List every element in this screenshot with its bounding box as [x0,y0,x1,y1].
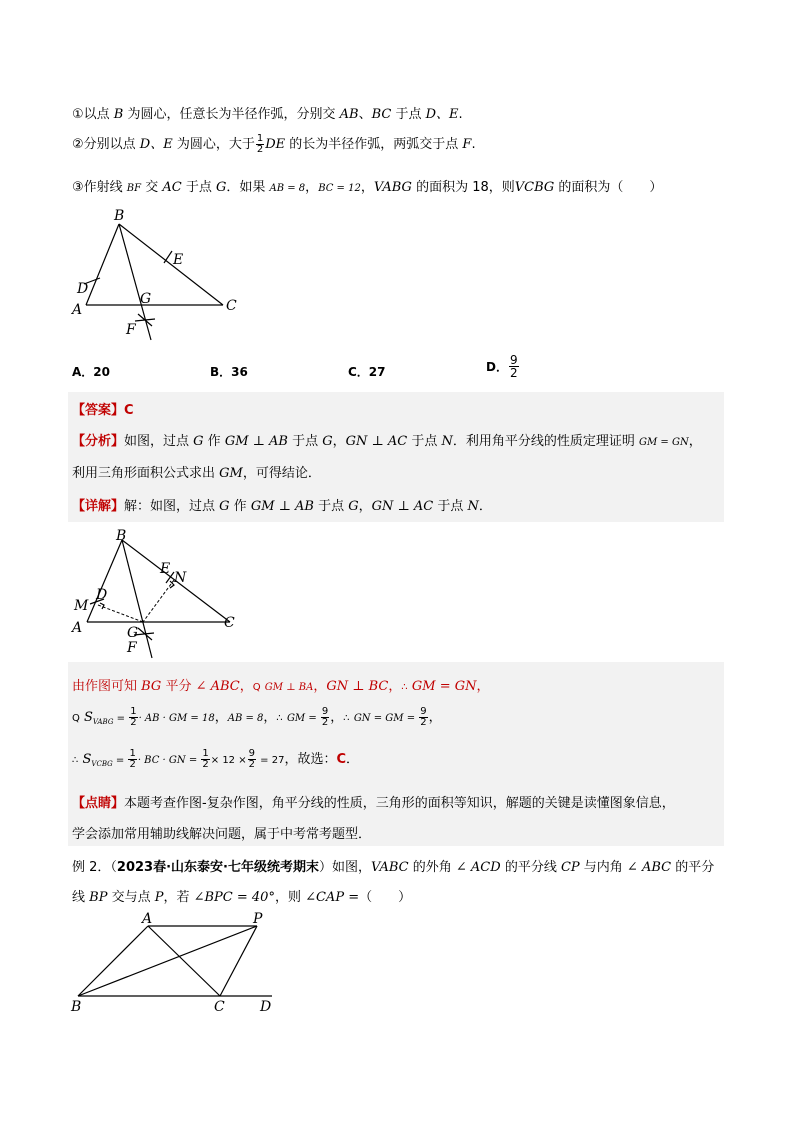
step-2-marker: ② [72,137,84,152]
example-2-source: 2023春·山东泰安·七年级统考期末 [116,860,319,875]
option-d-fraction: $\frac{9}{2}$ [509,353,518,380]
step-3-marker: ③ [72,180,84,195]
label-b: B [114,208,125,224]
label-a: A [72,302,83,318]
label-b: B [71,999,82,1015]
label-c: C [214,999,225,1015]
segment-ab [87,540,122,622]
label-a: A [72,620,83,636]
answer-line [72,399,134,418]
answer-value: C [124,403,134,418]
segment-ac [148,926,220,996]
label-p: P [253,911,263,927]
step-1: ①以点 B 为圆心，任意长为半径作弧，分别交 AB、BC 于点 D、E. [72,107,463,122]
perp-gn [143,580,174,622]
step-1-marker: ① [72,107,84,122]
comment-label: 【点睛】 [72,796,125,811]
analysis-line-1: 【分析】如图，过点 G 作 GM ⊥ AB 于点 G，GN ⊥ AC 于点 N．利用角平分线的性质定理证明 GM = GN， [72,434,702,449]
example-2-line-2: 线 BP 交与点 P，若 ∠BPC = 40°，则 ∠CAP =（ ） [72,890,412,905]
label-d: D [260,999,272,1015]
option-d[interactable]: D． $\frac{9}{2}$ [486,353,518,380]
label-c: C [224,615,235,631]
label-g: G [127,625,139,641]
label-d: D [96,587,108,603]
option-a[interactable]: A．20 [72,365,110,379]
segment-bc [119,224,223,305]
label-f: F [126,322,136,338]
segment-cp [220,926,257,996]
figure-angle-bisectors [66,908,286,1016]
segment-bp [78,926,257,996]
perp-gm [98,605,143,622]
comment-line-2: 学会添加常用辅助线解决问题，属于中考常考题型． [72,827,372,842]
figure-triangle-construction [66,205,256,350]
label-d: D [77,281,89,297]
label-a: A [142,911,153,927]
step-2: ②分别以点 D、E 为圆心，大于 $\frac{1}{2}$ DE 的长为半径作弧，两弧交于点 F. [72,133,476,155]
label-e: E [173,252,184,268]
example-2-label: 例 2．（ [72,860,117,875]
detail-line: 【详解】解：如图，过点 G 作 GM ⊥ AB 于点 G，GN ⊥ AC 于点 N． [72,499,492,514]
comment-line-1: 【点睛】本题考查作图-复杂作图，角平分线的性质，三角形的面积等知识，解题的关键是读懂图象信息， [72,796,675,811]
segment-ab [86,224,119,305]
option-b[interactable]: B．36 [210,365,248,379]
solution-line-2: Q $S_{VABG}$ = $\frac{1}{2}$ · AB · GM = 18，AB = 8，∴ GM = $\frac{9}{2}$ ，∴ GN = GM = $\frac{9}{2}$ ， [72,706,442,728]
label-f: F [127,640,137,656]
label-n: N [174,570,187,586]
step-3: ③作射线 BF 交 AC 于点 G．如果 AB = 8，BC = 12，VABG 的面积为 18，则VCBG 的面积为（ ） [72,180,663,195]
arc-mark-e [164,251,172,263]
label-e: E [160,561,171,577]
segment-ba [78,926,148,996]
label-b: B [116,528,127,544]
solution-line-3: ∴ $S_{VCBG}$ = $\frac{1}{2}$ · BC · GN = $\frac{1}{2}$ × 12 × $\frac{9}{2}$ = 27，故选：C． [72,748,360,770]
figure-triangle-solution [70,525,238,660]
example-2-line-1: 例 2．（2023春·山东泰安·七年级统考期末）如图，VABC 的外角 ∠ ACD 的平分线 CP 与内角 ∠ ABC 的平分 [72,860,715,875]
label-m: M [74,598,89,614]
label-c: C [226,298,237,314]
detail-label: 【详解】 [72,499,125,514]
option-c[interactable]: C．27 [348,365,386,379]
solution-line-1: 由作图可知 BG 平分 ∠ ABC，Q GM ⊥ BA，GN ⊥ BC，∴ GM = GN， [72,679,490,694]
analysis-line-2: 利用三角形面积公式求出 GM，可得结论． [72,466,321,481]
analysis-label: 【分析】 [72,434,125,449]
half-fraction: $\frac{1}{2}$ [256,133,264,155]
label-g: G [140,291,152,307]
answer-label: 【答案】 [72,403,125,418]
